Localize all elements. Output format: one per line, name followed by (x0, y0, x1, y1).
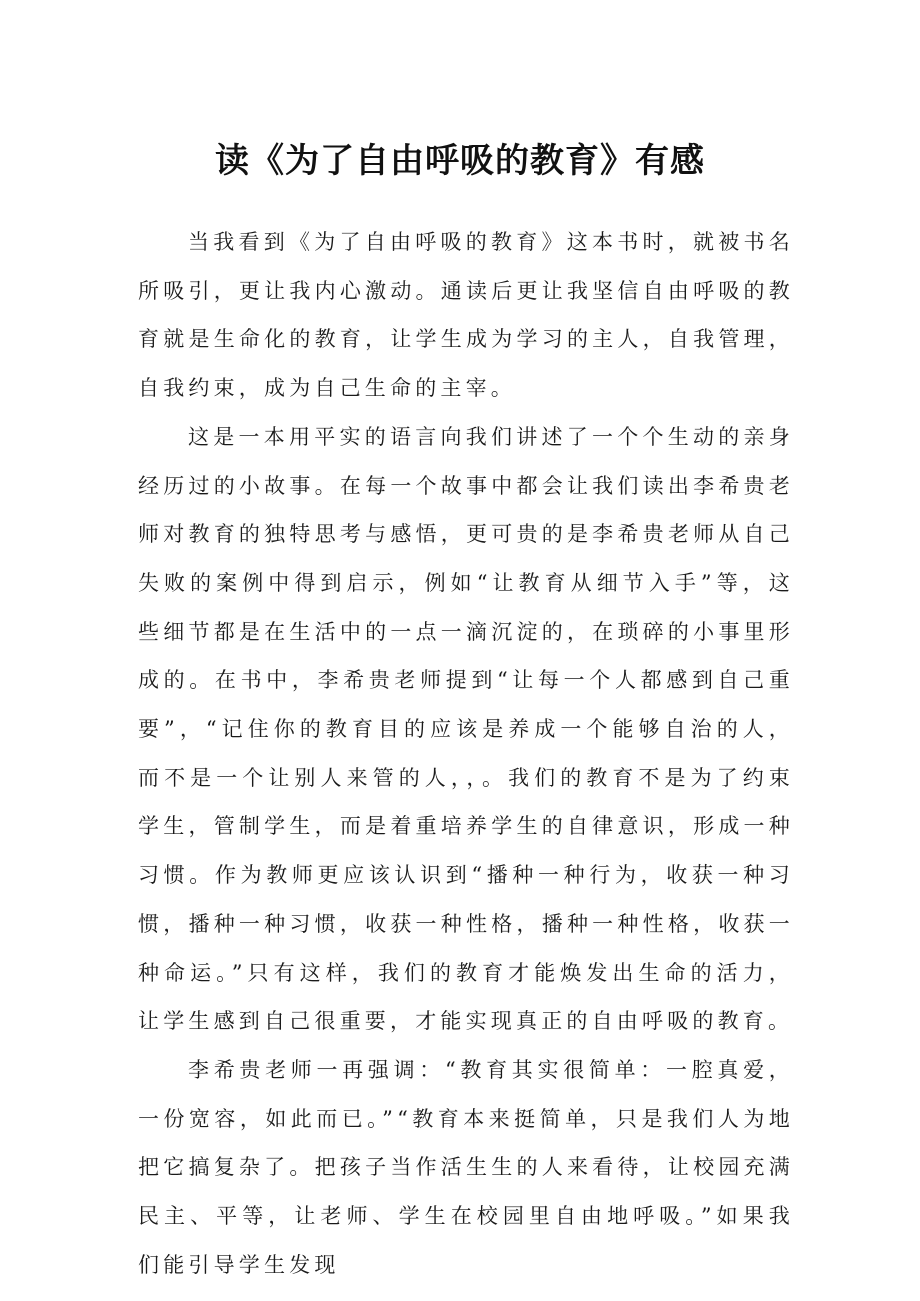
paragraph-2: 这是一本用平实的语言向我们讲述了一个个生动的亲身经历过的小故事。在每一个故事中都会让我们读出李希贵老师对教育的独特思考与感悟，更可贵的是李希贵老师从自己失败的案例中得到启示，例如“让教育从细节入手”等，这些细节都是在生活中的一点一滴沉淀的，在琐碎的小事里形成的。在书中，李希贵老师提到“让每一个人都感到自己重要”，“记住你的教育目的应该是养成一个能够自治的人，而不是一个让别人来管的人，，。我们的教育不是为了约束学生，管制学生，而是着重培养学生的自律意识，形成一种习惯。作为教师更应该认识到“播种一种行为，收获一种习惯，播种一种习惯，收获一种性格，播种一种性格，收获一种命运。”只有这样，我们的教育才能焕发出生命的活力，让学生感到自己很重要，才能实现真正的自由呼吸的教育。 (138, 424, 794, 1034)
document-title: 读《为了自由呼吸的教育》有感 (215, 140, 705, 181)
document-body (138, 218, 794, 1289)
paragraph-3: 李希贵老师一再强调：“教育其实很简单：一腔真爱，一份宽容，如此而已。”“教育本来挺简单，只是我们人为地把它搞复杂了。把孩子当作活生生的人来看待，让校园充满民主、平等，让老师、学生在校园里自由地呼吸。”如果我们能引导学生发现 (138, 1057, 794, 1277)
paragraph-1: 当我看到《为了自由呼吸的教育》这本书时，就被书名所吸引，更让我内心激动。通读后更让我坚信自由呼吸的教育就是生命化的教育，让学生成为学习的主人，自我管理，自我约束，成为自己生命的主宰。 (138, 230, 794, 401)
